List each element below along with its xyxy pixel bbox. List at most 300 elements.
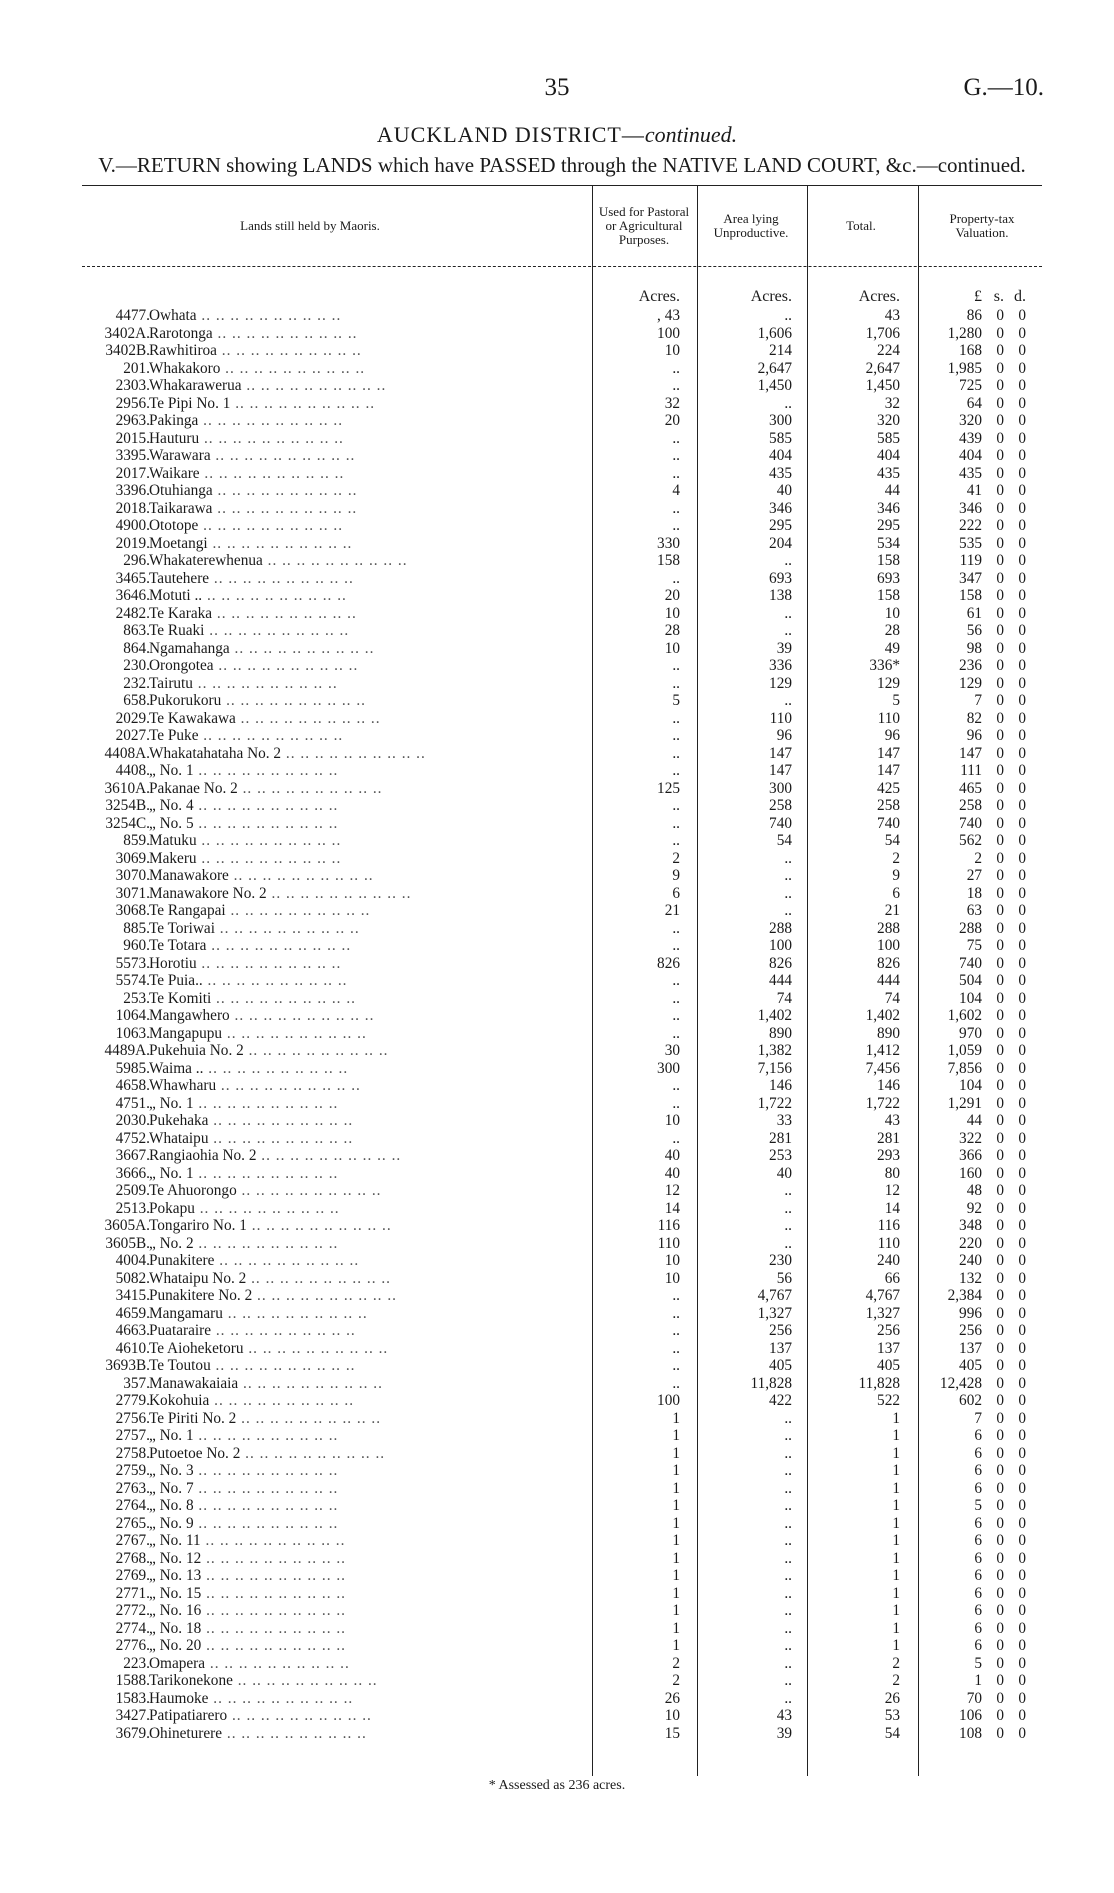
valuation-pence: 0 [1018, 1164, 1026, 1182]
valuation-pence: 0 [1018, 814, 1026, 832]
unproductive-acres: .. [784, 1584, 792, 1602]
valuation-pence: 0 [1018, 1129, 1026, 1147]
valuation-shillings: 0 [996, 709, 1004, 727]
total-acres: 137 [877, 1339, 900, 1357]
unproductive-acres: 1,402 [757, 1007, 792, 1024]
table-row [82, 675, 1042, 693]
district-title: AUCKLAND DISTRICT— [376, 122, 645, 147]
unproductive-acres: 129 [769, 674, 792, 692]
valuation-pounds: 119 [959, 552, 982, 569]
valuation-pounds: 108 [959, 1724, 982, 1742]
total-acres: 10 [884, 604, 900, 622]
table-row [82, 430, 1042, 448]
pastoral-acres: 10 [664, 1707, 680, 1724]
pastoral-acres: 1 [672, 1602, 680, 1619]
table-row [82, 1165, 1042, 1183]
table-row [82, 1375, 1042, 1393]
pastoral-acres: 10 [664, 604, 680, 622]
block-number: 3402A. [104, 324, 150, 342]
pastoral-acres: .. [672, 1322, 680, 1339]
valuation-shillings: 0 [996, 1409, 1004, 1427]
valuation-pence: 0 [1018, 324, 1026, 342]
pastoral-acres: , 43 [657, 307, 680, 324]
land-name: Whataipu No. 2 .. .. .. .. .. .. .. .. .. .. [149, 1269, 392, 1287]
valuation-pounds: 465 [959, 779, 982, 797]
header-lands: Lands still held by Maoris. [240, 218, 380, 233]
pastoral-acres: .. [672, 1304, 680, 1322]
valuation-pounds: 6 [974, 1637, 982, 1654]
land-name: „ No. 5 .. .. .. .. .. .. .. .. .. .. [149, 814, 339, 832]
block-number: 2772. [115, 1602, 150, 1619]
total-acres: 224 [877, 342, 900, 359]
valuation-pounds: 96 [966, 727, 982, 744]
valuation-shillings: 0 [996, 1357, 1004, 1374]
land-name: Rarotonga .. .. .. .. .. .. .. .. .. .. [149, 324, 358, 342]
land-name: „ No. 1 .. .. .. .. .. .. .. .. .. .. [149, 1164, 339, 1182]
valuation-shillings: 0 [996, 587, 1004, 604]
leader-dots: .. .. .. .. .. .. .. .. .. .. [202, 972, 348, 989]
valuation-pence: 0 [1018, 1444, 1026, 1462]
valuation-pounds: 6 [974, 1584, 982, 1602]
total-acres: 444 [877, 972, 900, 989]
valuation-pounds: 405 [959, 1357, 982, 1374]
land-name: Te Toutou .. .. .. .. .. .. .. .. .. .. [149, 1357, 356, 1374]
leader-dots: .. .. .. .. .. .. .. .. .. .. [207, 534, 353, 552]
land-name: Te Komiti .. .. .. .. .. .. .. .. .. .. [149, 989, 356, 1007]
valuation-pence: 0 [1018, 639, 1026, 657]
unproductive-acres: .. [784, 692, 792, 709]
valuation-shillings: 0 [996, 1654, 1004, 1672]
page-number: 35 [544, 74, 570, 101]
block-number: 2768. [115, 1549, 150, 1567]
valuation-pence: 0 [1018, 359, 1026, 377]
valuation-shillings: 0 [996, 1024, 1004, 1042]
table-row [82, 1725, 1042, 1743]
pastoral-acres: .. [672, 832, 680, 849]
pastoral-acres: 40 [664, 1164, 680, 1182]
pastoral-acres: .. [672, 1129, 680, 1147]
unproductive-acres: .. [784, 622, 792, 639]
units-total: Acres. [858, 288, 900, 305]
total-acres: 54 [884, 1724, 900, 1742]
total-acres: 1,722 [865, 1094, 900, 1112]
total-acres: 1,402 [865, 1007, 900, 1024]
table-row [82, 1042, 1042, 1060]
unproductive-acres: .. [784, 1427, 792, 1444]
total-acres: 147 [877, 744, 900, 762]
block-number: 2030. [115, 1112, 150, 1129]
pastoral-acres: 100 [657, 324, 680, 342]
land-name: Whawharu .. .. .. .. .. .. .. .. .. .. [149, 1077, 361, 1094]
pastoral-acres: .. [672, 1024, 680, 1042]
land-name: „ No. 18 .. .. .. .. .. .. .. .. .. .. [149, 1619, 346, 1637]
valuation-shillings: 0 [996, 1514, 1004, 1532]
leader-dots: .. .. .. .. .. .. .. .. .. .. [221, 692, 366, 709]
pastoral-acres: .. [672, 1374, 680, 1392]
leader-dots: .. .. .. .. .. .. .. .. .. .. [281, 744, 426, 762]
land-name: Whakarawerua .. .. .. .. .. .. .. .. .. .. [149, 377, 387, 394]
valuation-shillings: 0 [996, 1497, 1004, 1514]
pastoral-acres: 158 [657, 552, 680, 569]
pastoral-acres: 4 [672, 482, 680, 499]
total-acres: 4,767 [865, 1287, 900, 1304]
table-row [82, 1602, 1042, 1620]
block-number: 4408A. [104, 744, 150, 762]
land-name: „ No. 3 .. .. .. .. .. .. .. .. .. .. [149, 1462, 339, 1479]
leader-dots: .. .. .. .. .. .. .. .. .. .. [208, 1689, 354, 1707]
table-row [82, 535, 1042, 553]
leader-dots: .. .. .. .. .. .. .. .. .. .. [200, 1532, 346, 1549]
total-acres: 404 [877, 447, 900, 464]
valuation-pence: 0 [1018, 1654, 1026, 1672]
unproductive-acres: 146 [769, 1077, 792, 1094]
valuation-pounds: 535 [959, 534, 982, 552]
unproductive-acres: 43 [776, 1707, 792, 1724]
leader-dots: .. .. .. .. .. .. .. .. .. .. [243, 1042, 389, 1059]
valuation-pounds: 44 [966, 1112, 982, 1129]
valuation-pence: 0 [1018, 727, 1026, 744]
valuation-pence: 0 [1018, 1584, 1026, 1602]
pastoral-acres: .. [672, 569, 680, 587]
table-row [82, 1095, 1042, 1113]
valuation-pence: 0 [1018, 1234, 1026, 1252]
valuation-pence: 0 [1018, 1497, 1026, 1514]
table-row [82, 1550, 1042, 1568]
block-number: 3415. [115, 1287, 150, 1304]
total-acres: 100 [877, 937, 900, 954]
leader-dots: .. .. .. .. .. .. .. .. .. .. [196, 832, 342, 849]
valuation-shillings: 0 [996, 1007, 1004, 1024]
unproductive-acres: 336 [769, 657, 792, 674]
land-name: Pukehaka .. .. .. .. .. .. .. .. .. .. [149, 1112, 354, 1129]
block-number: 2956. [115, 394, 150, 412]
total-acres: 1,706 [865, 324, 900, 342]
pastoral-acres: .. [672, 1077, 680, 1094]
unproductive-acres: .. [784, 1199, 792, 1217]
valuation-shillings: 0 [996, 412, 1004, 429]
valuation-pounds: 104 [959, 1077, 982, 1094]
total-acres: 240 [877, 1252, 900, 1269]
valuation-pence: 0 [1018, 937, 1026, 954]
unproductive-acres: 137 [769, 1339, 792, 1357]
leader-dots: .. .. .. .. .. .. .. .. .. .. [229, 639, 375, 657]
block-number: 296. [123, 552, 150, 569]
pastoral-acres: 1 [672, 1497, 680, 1514]
valuation-pounds: 320 [959, 412, 982, 429]
leader-dots: .. .. .. .. .. .. .. .. .. .. [209, 1392, 355, 1409]
table-row [82, 1462, 1042, 1480]
valuation-pounds: 5 [974, 1654, 982, 1672]
pastoral-acres: .. [672, 972, 680, 989]
valuation-shillings: 0 [996, 394, 1004, 412]
leader-dots: .. .. .. .. .. .. .. .. .. .. [193, 1094, 339, 1112]
block-number: 3666. [115, 1164, 150, 1182]
valuation-pence: 0 [1018, 762, 1026, 779]
valuation-shillings: 0 [996, 604, 1004, 622]
total-acres: 258 [877, 797, 900, 814]
unproductive-acres: .. [784, 1462, 792, 1479]
table-row [82, 1515, 1042, 1533]
total-acres: 14 [884, 1199, 900, 1217]
table-row [82, 867, 1042, 885]
table-row [82, 1305, 1042, 1323]
pastoral-acres: 6 [672, 884, 680, 902]
land-name: Putoetoe No. 2 .. .. .. .. .. .. .. .. .. .. [149, 1444, 386, 1462]
valuation-shillings: 0 [996, 937, 1004, 954]
land-name: Otuhianga .. .. .. .. .. .. .. .. .. .. [149, 482, 358, 499]
total-acres: 1 [892, 1514, 900, 1532]
land-name: Warawara .. .. .. .. .. .. .. .. .. .. [149, 447, 356, 464]
land-name: Whakatahataha No. 2 .. .. .. .. .. .. .. .. .. .. [149, 744, 426, 762]
valuation-shillings: 0 [996, 1129, 1004, 1147]
valuation-pence: 0 [1018, 1374, 1026, 1392]
land-name: Rangiaohia No. 2 .. .. .. .. .. .. .. .. .. .. [149, 1147, 402, 1164]
leader-dots: .. .. .. .. .. .. .. .. .. .. [237, 779, 383, 797]
land-name: Manawakore .. .. .. .. .. .. .. .. .. .. [149, 867, 374, 884]
land-name: „ No. 20 .. .. .. .. .. .. .. .. .. .. [149, 1637, 346, 1654]
table-row [82, 955, 1042, 973]
valuation-pence: 0 [1018, 1094, 1026, 1112]
land-name: „ No. 2 .. .. .. .. .. .. .. .. .. .. [149, 1234, 339, 1252]
land-name: Punakitere .. .. .. .. .. .. .. .. .. .. [149, 1252, 360, 1269]
valuation-pence: 0 [1018, 482, 1026, 499]
valuation-pence: 0 [1018, 1619, 1026, 1637]
pastoral-acres: 1 [672, 1549, 680, 1567]
leader-dots: .. .. .. .. .. .. .. .. .. .. [214, 1252, 360, 1269]
valuation-shillings: 0 [996, 1427, 1004, 1444]
pastoral-acres: 1 [672, 1479, 680, 1497]
table-row [82, 395, 1042, 413]
units-pound: £ [974, 288, 982, 305]
valuation-pence: 0 [1018, 849, 1026, 867]
table-row [82, 500, 1042, 518]
pastoral-acres: 10 [664, 342, 680, 359]
district-heading [0, 122, 1114, 148]
leader-dots: .. .. .. .. .. .. .. .. .. .. [232, 1672, 378, 1689]
valuation-pence: 0 [1018, 867, 1026, 884]
unproductive-acres: 1,722 [757, 1094, 792, 1112]
valuation-shillings: 0 [996, 744, 1004, 762]
table-row [82, 937, 1042, 955]
pastoral-acres: .. [672, 359, 680, 377]
valuation-pounds: 1 [974, 1672, 982, 1689]
unproductive-acres: .. [784, 1619, 792, 1637]
block-number: 2029. [115, 709, 150, 727]
units-shillings: s. [993, 288, 1004, 305]
pastoral-acres: .. [672, 447, 680, 464]
unproductive-acres: 147 [769, 744, 792, 762]
valuation-pounds: 1,291 [947, 1094, 982, 1112]
valuation-shillings: 0 [996, 832, 1004, 849]
land-name: Waima .. .. .. .. .. .. .. .. .. .. .. [149, 1059, 349, 1077]
pastoral-acres: 116 [657, 1217, 680, 1234]
total-acres: 1,450 [865, 377, 900, 394]
pastoral-acres: 10 [664, 1252, 680, 1269]
leader-dots: .. .. .. .. .. .. .. .. .. .. [230, 394, 376, 412]
unproductive-acres: .. [784, 1549, 792, 1567]
valuation-pounds: 1,059 [947, 1042, 982, 1059]
valuation-pence: 0 [1018, 1637, 1026, 1654]
unproductive-acres: 40 [776, 1164, 792, 1182]
valuation-pence: 0 [1018, 797, 1026, 814]
land-name: Te Piriti No. 2 .. .. .. .. .. .. .. .. .. .. [149, 1409, 382, 1427]
land-name: Pakinga .. .. .. .. .. .. .. .. .. .. [149, 412, 344, 429]
table-row [82, 1392, 1042, 1410]
land-name: Omapera .. .. .. .. .. .. .. .. .. .. [149, 1654, 350, 1672]
block-number: 4751. [115, 1094, 150, 1112]
block-number: 3068. [115, 902, 150, 919]
total-acres: 256 [877, 1322, 900, 1339]
unproductive-acres: 890 [769, 1024, 792, 1042]
pastoral-acres: 1 [672, 1444, 680, 1462]
leader-dots: .. .. .. .. .. .. .. .. .. .. [266, 884, 412, 902]
valuation-shillings: 0 [996, 429, 1004, 447]
valuation-shillings: 0 [996, 1549, 1004, 1567]
block-number: 223. [123, 1654, 150, 1672]
land-name: Makeru .. .. .. .. .. .. .. .. .. .. [149, 849, 342, 867]
unproductive-acres: 214 [769, 342, 792, 359]
table-row [82, 360, 1042, 378]
unproductive-acres: 300 [769, 412, 792, 429]
table-row [82, 447, 1042, 465]
land-name: „ No. 7 .. .. .. .. .. .. .. .. .. .. [149, 1479, 339, 1497]
valuation-shillings: 0 [996, 692, 1004, 709]
total-acres: 1,327 [865, 1304, 900, 1322]
valuation-pounds: 6 [974, 1532, 982, 1549]
valuation-pounds: 27 [966, 867, 982, 884]
valuation-pounds: 98 [966, 639, 982, 657]
table-row [82, 1690, 1042, 1708]
valuation-pence: 0 [1018, 1077, 1026, 1094]
valuation-pounds: 970 [959, 1024, 982, 1042]
valuation-pounds: 18 [966, 884, 982, 902]
block-number: 1064. [115, 1007, 150, 1024]
table-row [82, 640, 1042, 658]
leader-dots: .. .. .. .. .. .. .. .. .. .. [198, 517, 344, 534]
valuation-pence: 0 [1018, 412, 1026, 429]
valuation-shillings: 0 [996, 814, 1004, 832]
leader-dots: .. .. .. .. .. .. .. .. .. .. [201, 1567, 346, 1584]
leader-dots: .. .. .. .. .. .. .. .. .. .. [213, 657, 359, 674]
leader-dots: .. .. .. .. .. .. .. .. .. .. [210, 1357, 356, 1374]
block-number: 2769. [115, 1567, 150, 1584]
table-row [82, 1532, 1042, 1550]
block-number: 2763. [115, 1479, 150, 1497]
total-acres: 43 [884, 307, 900, 324]
leader-dots: .. .. .. .. .. .. .. .. .. .. [193, 797, 339, 814]
unproductive-acres: .. [784, 849, 792, 867]
leader-dots: .. .. .. .. .. .. .. .. .. .. [222, 1024, 367, 1042]
valuation-shillings: 0 [996, 1217, 1004, 1234]
valuation-shillings: 0 [996, 552, 1004, 569]
valuation-shillings: 0 [996, 1374, 1004, 1392]
valuation-pence: 0 [1018, 534, 1026, 552]
total-acres: 110 [877, 709, 900, 727]
leader-dots: .. .. .. .. .. .. .. .. .. .. [205, 1654, 350, 1672]
leader-dots: .. .. .. .. .. .. .. .. .. .. [201, 1602, 346, 1619]
valuation-shillings: 0 [996, 727, 1004, 744]
valuation-pence: 0 [1018, 1112, 1026, 1129]
valuation-pounds: 111 [960, 762, 982, 779]
leader-dots: .. .. .. .. .. .. .. .. .. .. [201, 1637, 346, 1654]
valuation-shillings: 0 [996, 482, 1004, 499]
total-acres: 129 [877, 674, 900, 692]
land-name: Motuti .. .. .. .. .. .. .. .. .. .. .. [149, 587, 347, 604]
valuation-shillings: 0 [996, 1392, 1004, 1409]
pastoral-acres: 1 [672, 1619, 680, 1637]
block-number: 2019. [115, 534, 150, 552]
total-acres: 2 [892, 1654, 900, 1672]
valuation-pounds: 147 [959, 744, 982, 762]
valuation-pounds: 5 [974, 1497, 982, 1514]
table-row [82, 692, 1042, 710]
block-number: 2963. [115, 412, 150, 429]
table-row [82, 1480, 1042, 1498]
unproductive-acres: 346 [769, 499, 792, 517]
return-title: V.—RETURN showing LANDS which have PASSED through the NATIVE LAND COURT, &c.—continued. [98, 153, 1026, 177]
header-used: Used for Pastoral or Agricultural Purposes. [598, 204, 690, 247]
block-number: 2018. [115, 499, 150, 517]
valuation-pence: 0 [1018, 1602, 1026, 1619]
valuation-pounds: 168 [959, 342, 982, 359]
block-number: 2509. [115, 1182, 150, 1199]
valuation-pounds: 6 [974, 1619, 982, 1637]
leader-dots: .. .. .. .. .. .. .. .. .. .. [225, 902, 371, 919]
land-name: Te Ahuorongo .. .. .. .. .. .. .. .. .. .. [149, 1182, 382, 1199]
valuation-pounds: 1,985 [947, 359, 982, 377]
leader-dots: .. .. .. .. .. .. .. .. .. .. [211, 1322, 356, 1339]
valuation-pence: 0 [1018, 1339, 1026, 1357]
unproductive-acres: 693 [769, 569, 792, 587]
valuation-pence: 0 [1018, 464, 1026, 482]
valuation-pence: 0 [1018, 1024, 1026, 1042]
unproductive-acres: .. [784, 902, 792, 919]
valuation-shillings: 0 [996, 1199, 1004, 1217]
unproductive-acres: 39 [776, 1724, 792, 1742]
valuation-pence: 0 [1018, 1689, 1026, 1707]
valuation-pounds: 220 [959, 1234, 982, 1252]
valuation-pounds: 322 [959, 1129, 982, 1147]
valuation-pence: 0 [1018, 1479, 1026, 1497]
block-number: 232. [123, 674, 150, 692]
valuation-shillings: 0 [996, 919, 1004, 937]
land-name: Hauturu .. .. .. .. .. .. .. .. .. .. [149, 429, 344, 447]
header-total: Total. [846, 218, 876, 233]
pastoral-acres: .. [672, 919, 680, 937]
valuation-shillings: 0 [996, 1689, 1004, 1707]
valuation-pounds: 2,384 [947, 1287, 982, 1304]
block-number: 1063. [115, 1024, 150, 1042]
block-number: 5082. [115, 1269, 150, 1287]
valuation-pounds: 222 [959, 517, 982, 534]
pastoral-acres: .. [672, 464, 680, 482]
pastoral-acres: .. [672, 937, 680, 954]
valuation-shillings: 0 [996, 1707, 1004, 1724]
total-acres: 320 [877, 412, 900, 429]
total-acres: 405 [877, 1357, 900, 1374]
unproductive-acres: 1,450 [757, 377, 792, 394]
table-row [82, 605, 1042, 623]
valuation-shillings: 0 [996, 534, 1004, 552]
valuation-pounds: 160 [959, 1164, 982, 1182]
valuation-pounds: 740 [959, 954, 982, 972]
leader-dots: .. .. .. .. .. .. .. .. .. .. [196, 307, 342, 324]
valuation-shillings: 0 [996, 1672, 1004, 1689]
valuation-pounds: 48 [966, 1182, 982, 1199]
table-body [82, 307, 1042, 1742]
total-acres: 158 [877, 552, 900, 569]
land-name: Rawhitiroa .. .. .. .. .. .. .. .. .. .. [149, 342, 362, 359]
